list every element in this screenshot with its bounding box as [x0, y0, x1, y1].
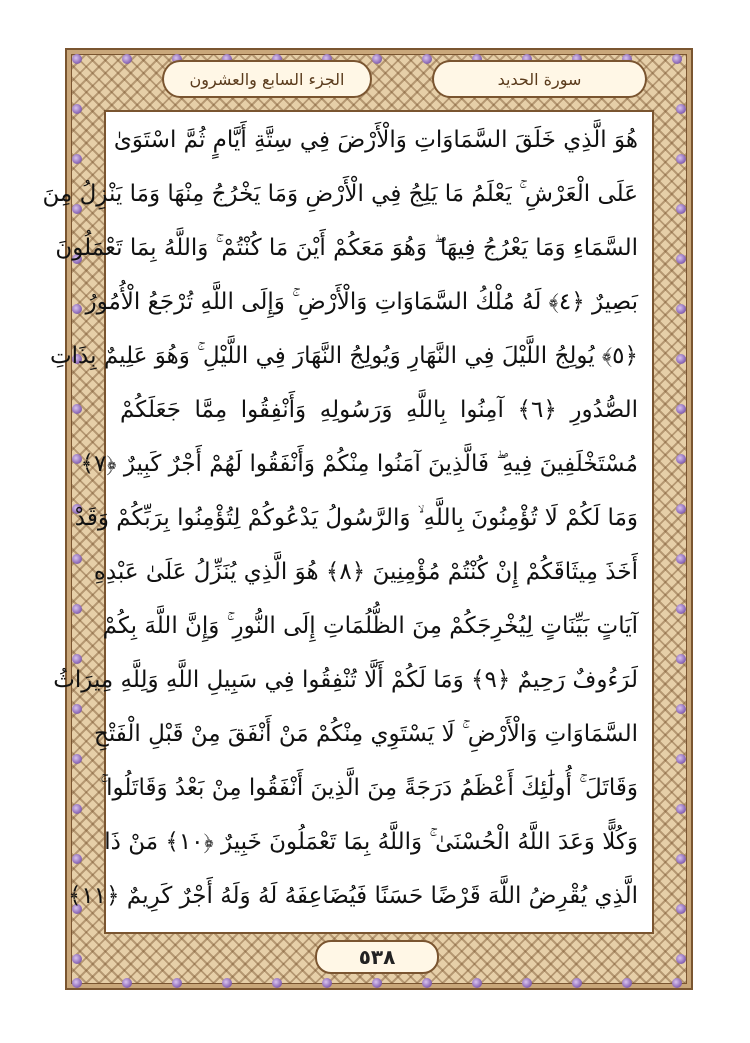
ornament-dot-icon [72, 404, 82, 414]
ornament-dot-icon [676, 704, 686, 714]
ornament-dot-icon [676, 204, 686, 214]
ornament-dot-icon [676, 354, 686, 364]
ornament-dot-icon [676, 804, 686, 814]
ornament-dot-icon [72, 104, 82, 114]
ornament-dot-icon [676, 654, 686, 664]
page-number: ٥٣٨ [358, 945, 396, 969]
ornament-dot-icon [676, 604, 686, 614]
juz-cartouche [162, 60, 372, 98]
verse-line: وَمَا لَكُمْ لَا تُؤْمِنُونَ بِاللَّهِ ۙ وَالرَّسُولُ يَدْعُوكُمْ لِتُؤْمِنُوا بِرَبِّكُمْ وَقَدْ [74, 505, 638, 531]
ornament-dot-icon [676, 454, 686, 464]
surah-label: سورة الحديد [497, 69, 582, 89]
page-number-badge [315, 940, 439, 974]
verse-line: السَّمَاءِ وَمَا يَعْرُجُ فِيهَا ۖ وَهُوَ مَعَكُمْ أَيْنَ مَا كُنْتُمْ ۚ وَاللَّهُ بِمَا تَعْمَلُونَ [55, 235, 638, 261]
ornament-dot-icon [676, 254, 686, 264]
ornament-dot-icon [672, 54, 682, 64]
ornament-dot-icon [676, 554, 686, 564]
ornament-dot-icon [676, 954, 686, 964]
page-header [92, 60, 667, 100]
verse-line: بَصِيرٌ ﴿٤﴾ لَهُ مُلْكُ السَّمَاوَاتِ وَالْأَرْضِ ۚ وَإِلَى اللَّهِ تُرْجَعُ الْأُمُورُ [85, 289, 638, 315]
verse-line: هُوَ الَّذِي خَلَقَ السَّمَاوَاتِ وَالْأَرْضَ فِي سِتَّةِ أَيَّامٍ ثُمَّ اسْتَوَىٰ [113, 127, 638, 153]
verse-line: أَخَذَ مِيثَاقَكُمْ إِنْ كُنْتُمْ مُؤْمِنِينَ ﴿٨﴾ هُوَ الَّذِي يُنَزِّلُ عَلَىٰ عَبْدِهِ [93, 559, 638, 585]
ornament-dot-icon [272, 978, 282, 988]
ornament-dot-icon [622, 978, 632, 988]
ornament-dot-icon [172, 978, 182, 988]
verse-line: وَقَاتَلَ ۚ أُولَٰئِكَ أَعْظَمُ دَرَجَةً مِنَ الَّذِينَ أَنْفَقُوا مِنْ بَعْدُ وَقَاتَلُوا ۚ [100, 775, 638, 801]
ornament-dot-icon [72, 954, 82, 964]
verse-line: السَّمَاوَاتِ وَالْأَرْضِ ۚ لَا يَسْتَوِي مِنْكُمْ مَنْ أَنْفَقَ مِنْ قَبْلِ الْفَتْحِ [93, 721, 638, 747]
ornament-dot-icon [322, 978, 332, 988]
surah-cartouche [432, 60, 647, 98]
ornament-dot-icon [676, 504, 686, 514]
ornament-dot-icon [572, 978, 582, 988]
ornament-dot-icon [676, 104, 686, 114]
ornament-dot-icon [676, 304, 686, 314]
ornament-dot-icon [676, 854, 686, 864]
ornament-dot-icon [122, 978, 132, 988]
ornament-dot-icon [72, 704, 82, 714]
ornament-dot-icon [422, 978, 432, 988]
ornament-dot-icon [672, 978, 682, 988]
verse-line: آيَاتٍ بَيِّنَاتٍ لِيُخْرِجَكُمْ مِنَ الظُّلُمَاتِ إِلَى النُّورِ ۚ وَإِنَّ اللَّهَ بِكُمْ [102, 613, 638, 639]
verse-line: وَكُلًّا وَعَدَ اللَّهُ الْحُسْنَىٰ ۚ وَاللَّهُ بِمَا تَعْمَلُونَ خَبِيرٌ ﴿١٠﴾ مَنْ ذَا [104, 829, 638, 855]
verse-line: عَلَى الْعَرْشِ ۚ يَعْلَمُ مَا يَلِجُ فِي الْأَرْضِ وَمَا يَخْرُجُ مِنْهَا وَمَا يَنْزِلُ مِنَ [42, 181, 638, 207]
ornament-dot-icon [676, 404, 686, 414]
verse-line: مُسْتَخْلَفِينَ فِيهِ ۖ فَالَّذِينَ آمَنُوا مِنْكُمْ وَأَنْفَقُوا لَهُمْ أَجْرٌ كَبِيرٌ ﴿٧﴾ [80, 451, 638, 477]
ornament-dot-icon [676, 904, 686, 914]
ornament-dot-icon [72, 304, 82, 314]
ornament-dot-icon [72, 554, 82, 564]
ornament-dot-icon [676, 754, 686, 764]
verse-line: الصُّدُورِ ﴿٦﴾ آمِنُوا بِاللَّهِ وَرَسُولِهِ وَأَنْفِقُوا مِمَّا جَعَلَكُمْ [120, 397, 638, 423]
verse-line: لَرَءُوفٌ رَحِيمٌ ﴿٩﴾ وَمَا لَكُمْ أَلَّا تُنْفِقُوا فِي سَبِيلِ اللَّهِ وَلِلَّهِ مِيرَاثُ [53, 667, 638, 693]
verse-line: الَّذِي يُقْرِضُ اللَّهَ قَرْضًا حَسَنًا فَيُضَاعِفَهُ لَهُ وَلَهُ أَجْرٌ كَرِيمٌ ﴿١١﴾ [67, 883, 638, 909]
ornament-dot-icon [72, 754, 82, 764]
ornament-dot-icon [72, 54, 82, 64]
ornament-dot-icon [676, 154, 686, 164]
ornament-dot-icon [222, 978, 232, 988]
verse-text-panel [42, 110, 654, 934]
ornament-dot-icon [72, 604, 82, 614]
ornament-dot-icon [72, 804, 82, 814]
ornament-dot-icon [372, 978, 382, 988]
ornament-dot-icon [472, 978, 482, 988]
juz-label: الجزء السابع والعشرون [189, 69, 345, 89]
verse-line: ﴿٥﴾ يُولِجُ اللَّيْلَ فِي النَّهَارِ وَيُولِجُ النَّهَارَ فِي اللَّيْلِ ۚ وَهُوَ عَلِيمٌ بِذَاتِ [50, 343, 638, 369]
ornament-dot-icon [522, 978, 532, 988]
ornament-dot-icon [72, 154, 82, 164]
ornament-dot-icon [72, 854, 82, 864]
ornament-dot-icon [72, 978, 82, 988]
